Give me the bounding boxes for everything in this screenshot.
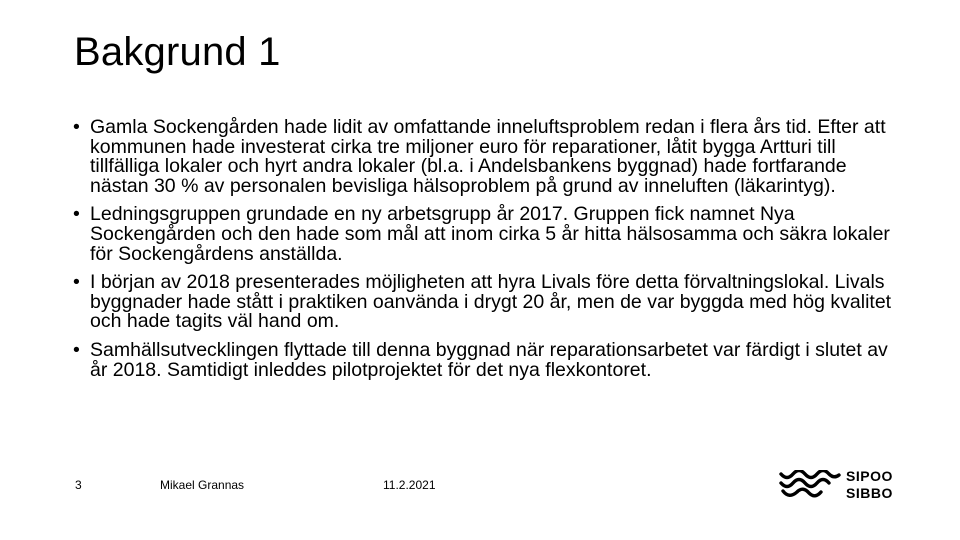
bullet-item: • Samhällsutvecklingen flyttade till denna byggnad när reparationsarbetet var färdigt i slutet av år 2018. Samtidigt inleddes pilotprojektet för det nya flexkontoret. xyxy=(72,341,892,380)
logo-text xyxy=(846,468,893,502)
footer-author: Mikael Grannas xyxy=(160,478,245,492)
logo-line-2: SIBBO xyxy=(846,485,893,501)
bullet-item: • Gamla Sockengården hade lidit av omfattande inneluftsproblem redan i flera års tid. Efter att kommunen hade investerat cirka tre miljoner euro för reparationer, låtit bygga Artturi till tillfälliga lokaler och hyrt andra lokaler (bl.a. i Andelsbankens byggnad) hade fortfarande nästan 30 % av personalen bevisliga hälsoproblem på grund av inneluften (läkarintyg). xyxy=(72,118,892,196)
sipoo-sibbo-logo xyxy=(779,468,899,504)
bullet-item: • Ledningsgruppen grundade en ny arbetsgrupp år 2017. Gruppen fick namnet Nya Sockengården och den hade som mål att inom cirka 5 år hitta hälsosamma och säkra lokaler för Sockengårdens anställda. xyxy=(72,205,892,264)
bullet-list xyxy=(72,118,892,380)
footer-date: 11.2.2021 xyxy=(383,478,436,492)
slide-title: Bakgrund 1 xyxy=(74,30,281,74)
logo-line-1: SIPOO xyxy=(846,468,893,484)
sipoo-wave-logo-icon xyxy=(779,470,841,502)
bullet-item: • I början av 2018 presenterades möjligheten att hyra Livals före detta förvaltningslokal. Livals byggnader hade stått i praktiken oanvända i drygt 20 år, men de var byggda med hög kvalitet och hade tagits väl hand om. xyxy=(72,273,892,332)
slide-number: 3 xyxy=(75,478,82,492)
